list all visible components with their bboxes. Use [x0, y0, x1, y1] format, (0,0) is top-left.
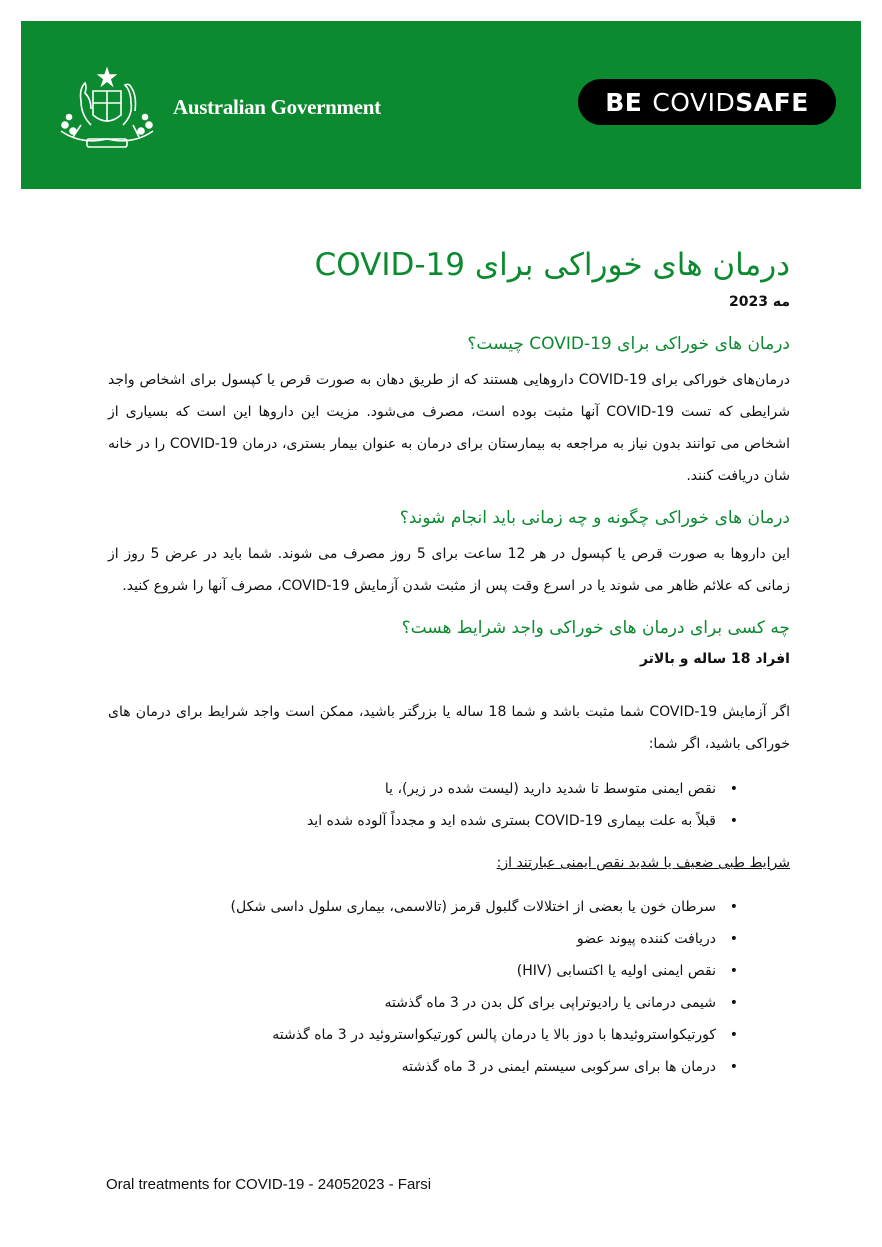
list-item: • کورتیکواستروئیدها با دوز بالا یا درمان پالس کورتیکواستروئید در 3 ماه گذشته — [108, 1024, 738, 1046]
eligibility-subheading: افراد 18 ساله و بالاتر — [639, 651, 790, 667]
government-name: Australian Government — [173, 95, 381, 119]
list-item: • نقص ایمنی اولیه یا اکتسابی (HIV) — [108, 960, 738, 982]
document-date: مه 2023 — [728, 294, 790, 310]
list-item: • درمان ها برای سرکوبی سیستم ایمنی در 3 ماه گذشته — [108, 1056, 738, 1078]
list-item: • شیمی درمانی یا رادیوتراپی برای کل بدن در 3 ماه گذشته — [108, 992, 738, 1014]
document-body — [108, 240, 790, 1098]
eligibility-list — [108, 778, 790, 832]
section-heading-what: درمان های خوراکی برای COVID-19 چیست؟ — [467, 334, 790, 354]
list-item: • نقص ایمنی متوسط تا شدید دارید (لیست شده در زیر)، یا — [108, 778, 738, 800]
section-heading-how: درمان های خوراکی چگونه و چه زمانی باید انجام شوند؟ — [399, 508, 790, 528]
badge-covid-text: COVID — [652, 87, 736, 117]
be-covidsafe-badge — [578, 79, 836, 125]
eligibility-body: اگر آزمایش COVID-19 شما مثبت باشد و شما 18 ساله یا بزرگتر باشید، ممکن است واجد شرایط برای درمان های خوراکی باشید، اگر شما: — [108, 704, 791, 752]
list-item: • قبلاً به علت بیماری COVID-19 بستری شده اید و مجدداً آلوده شده اید — [108, 810, 738, 832]
coat-of-arms-icon — [51, 65, 163, 149]
conditions-list — [108, 896, 790, 1078]
section-body-how: این داروها به صورت قرص یا کپسول در هر 12 ساعت برای 5 روز مصرف می شوند. شما باید در عرض 5 روز از زمانی که علائم ظاهر می شوند یا در اسرع وقت پس از مثبت شدن آزمایش COVID-19، مصرف آنها را شروع کنید. — [108, 546, 790, 594]
page-footer: Oral treatments for COVID-19 - 24052023 - Farsi — [106, 1176, 432, 1193]
badge-be-text: BE — [605, 87, 643, 117]
header-banner — [21, 21, 861, 189]
badge-safe-text: SAFE — [735, 87, 809, 117]
conditions-heading: شرایط طبی ضعیف یا شدید نقص ایمنی عبارتند از: — [496, 855, 790, 871]
section-body-what: درمان‌های خوراکی برای COVID-19 داروهایی هستند که از طریق دهان به صورت قرص یا کپسول برای اشخاص واجد شرایطی که تست COVID-19 آنها مثبت بوده است، مصرف می‌شود. مزیت این داروها این است که بسیاری از اشخاص می توانند بدون نیاز به مراجعه به بیمارستان برای درمان به عنوان بیمار بستری، درمان COVID-19 را در خانه شان دریافت کنند. — [108, 372, 790, 484]
document-title: درمان های خوراکی برای COVID-19 — [314, 247, 790, 283]
list-item: • سرطان خون یا بعضی از اختلالات گلبول قرمز (تالاسمی، بیماری سلول داسی شکل) — [108, 896, 738, 918]
list-item: • دریافت کننده پیوند عضو — [108, 928, 738, 950]
section-heading-eligible: چه کسی برای درمان های خوراکی واجد شرایط هست؟ — [401, 618, 790, 638]
